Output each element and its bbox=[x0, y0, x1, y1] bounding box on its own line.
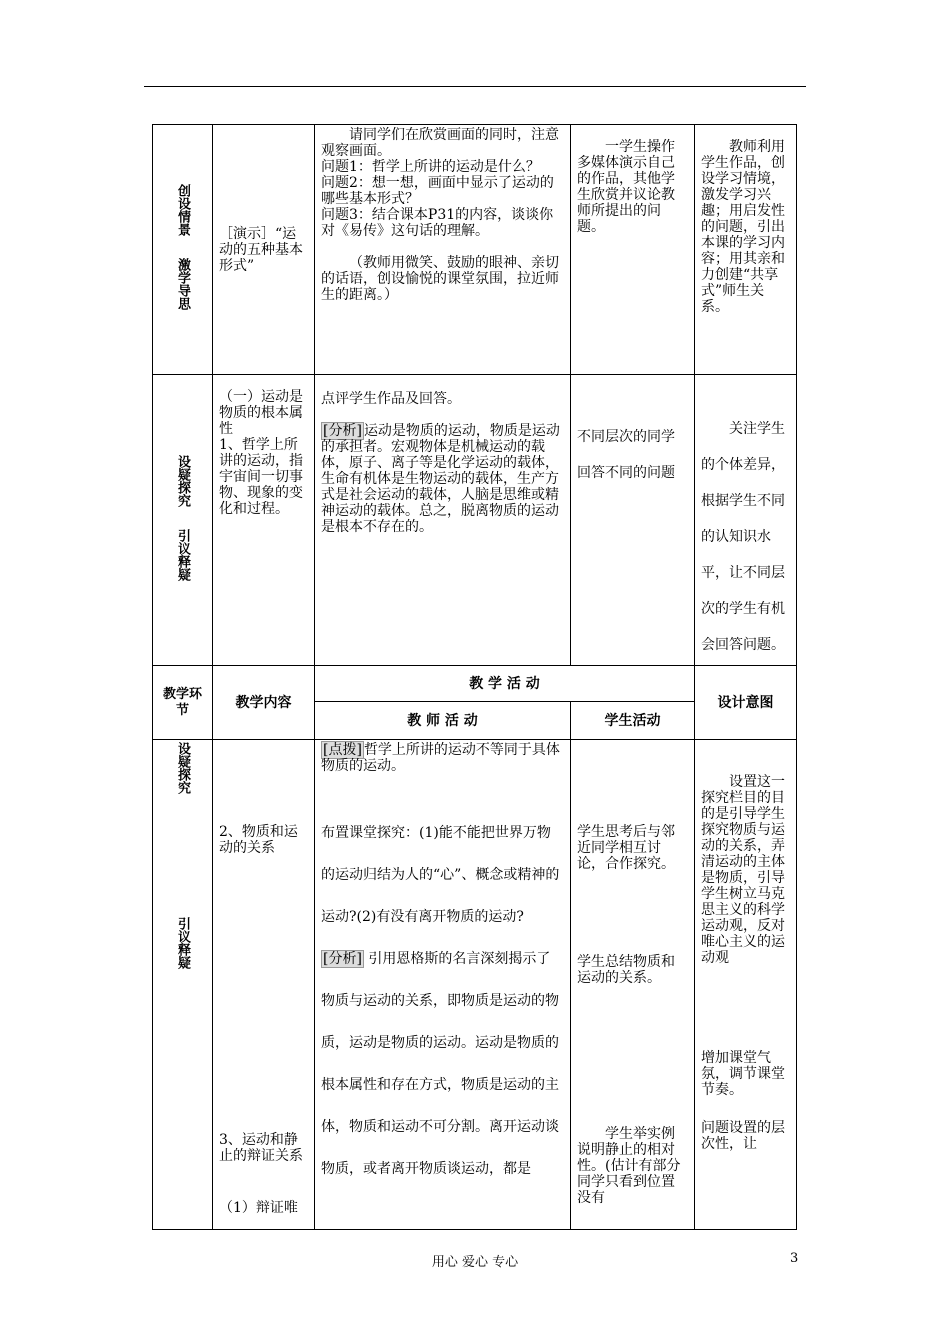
phase-cell bbox=[153, 375, 213, 666]
design-text-2: 增加课堂气氛，调节课堂节奏。 bbox=[701, 1050, 785, 1098]
hint-tag: [点拨] bbox=[323, 742, 362, 758]
content-text: （一）运动是物质的根本属性 1、哲学上所讲的运动，指宇宙间一切事物、现象的变化和过程。 bbox=[219, 389, 303, 517]
page-number: 3 bbox=[790, 1251, 799, 1266]
analysis-tag: [分析] bbox=[323, 951, 362, 967]
header-design: 设计意图 bbox=[695, 666, 797, 740]
student-text: 一学生操作多媒体演示自己的作品，其他学生欣赏并议论教师所提出的问题。 bbox=[577, 139, 675, 235]
content-cell bbox=[213, 125, 315, 375]
design-text-3: 问题设置的层次性，让 bbox=[701, 1120, 785, 1152]
phase-label-b: 激学导思 bbox=[175, 258, 190, 310]
lesson-plan-table bbox=[152, 124, 797, 1230]
question-1: 问题1：哲学上所讲的运动是什么？ bbox=[321, 159, 540, 175]
phase-label-b: 引议释疑 bbox=[175, 917, 190, 969]
phase-cell bbox=[153, 740, 213, 1230]
analysis-text: 引用恩格斯的名言深刻揭示了物质与运动的关系，即物质是运动的物质，运动是物质的运动。运动是物质的根本属性和存在方式，物质是运动的主体，物质和运动不可分割。离开运动谈物质，或者离开物质谈运动，都是 bbox=[321, 951, 559, 1177]
analysis-text: 运动是物质的运动，物质是运动的承担者。宏观物体是机械运动的载体，原子、离子等是化学运动的载体，生命有机体是生物运动的载体，生产方式是社会运动的载体，人脑是思维或精神运动的载体。总之，脱离物质的运动是根本不存在的。 bbox=[321, 423, 560, 535]
teacher-cell bbox=[315, 125, 571, 375]
question-2: 问题2：想一想，画面中显示了运动的哪些基本形式？ bbox=[321, 175, 554, 207]
teacher-cell bbox=[315, 375, 571, 666]
teacher-comment: 点评学生作品及回答。 bbox=[321, 391, 461, 407]
header-activity: 教 学 活 动 bbox=[315, 666, 695, 702]
phase-label-a: 设疑探究 bbox=[175, 454, 190, 507]
content-item-3-1: （1）辩证唯 bbox=[219, 1200, 298, 1216]
design-cell bbox=[695, 740, 797, 1230]
student-cell bbox=[571, 740, 695, 1230]
teacher-cell bbox=[315, 740, 571, 1230]
student-cell bbox=[571, 375, 695, 666]
inquiry-text: 布置课堂探究：(1)能不能把世界万物的运动归结为人的“心”、概念或精神的运动?(2)有没有离开物质的运动? bbox=[321, 825, 560, 925]
header-phase: 教学环节 bbox=[153, 666, 213, 740]
header-row-1 bbox=[153, 666, 797, 702]
student-text-1: 学生思考后与邻近同学相互讨论，合作探究。 bbox=[577, 824, 675, 872]
row-inquiry-2 bbox=[153, 740, 797, 1230]
header-content: 教学内容 bbox=[213, 666, 315, 740]
page-footer: 用心 爱心 专心 bbox=[431, 1255, 519, 1270]
design-text: 教师利用学生作品，创设学习情境，激发学习兴趣；用启发性的问题，引出本课的学习内容；用其亲和力创建“共享式”师生关系。 bbox=[701, 139, 785, 315]
row-create-scene bbox=[153, 125, 797, 375]
design-text-1: 设置这一探究栏目的目的是引导学生探究物质与运动的关系，弄清运动的主体是物质，引导学生树立马克思主义的科学运动观，反对唯心主义的运动观 bbox=[701, 774, 785, 966]
phase-label-b: 引议释疑 bbox=[175, 528, 190, 581]
phase-label-a: 创设情景 bbox=[175, 184, 190, 236]
design-cell bbox=[695, 125, 797, 375]
header-student: 学生活动 bbox=[571, 702, 695, 740]
student-text: 不同层次的同学回答不同的问题 bbox=[577, 429, 675, 481]
content-cell bbox=[213, 375, 315, 666]
content-item-2: 2、物质和运动的关系 bbox=[219, 824, 298, 856]
phase-cell bbox=[153, 125, 213, 375]
design-cell bbox=[695, 375, 797, 666]
analysis-tag: [分析] bbox=[323, 423, 362, 439]
teacher-note: （教师用微笑、鼓励的眼神、亲切的话语，创设愉悦的课堂氛围，拉近师生的距离。） bbox=[321, 255, 559, 303]
phase-label-a: 设疑探究 bbox=[175, 742, 190, 794]
content-item-3: 3、运动和静止的辩证关系 bbox=[219, 1132, 303, 1164]
design-text: 关注学生的个体差异，根据学生不同的认知识水平，让不同层次的学生有机会回答问题。 bbox=[701, 421, 785, 653]
row-inquiry-1 bbox=[153, 375, 797, 666]
student-text-2: 学生总结物质和运动的关系。 bbox=[577, 954, 675, 986]
header-teacher: 教 师 活 动 bbox=[315, 702, 571, 740]
teacher-intro: 请同学们在欣赏画面的同时，注意观察画面。 bbox=[321, 127, 559, 159]
content-text: ［演示］“运动的五种基本形式” bbox=[219, 225, 303, 274]
header-rule bbox=[144, 86, 806, 87]
student-cell bbox=[571, 125, 695, 375]
hint-text: 哲学上所讲的运动不等同于具体物质的运动。 bbox=[321, 742, 560, 774]
question-3: 问题3：结合课本P31的内容，谈谈你对《易传》这句话的理解。 bbox=[321, 207, 554, 239]
student-text-3: 学生举实例说明静止的相对性。(估计有部分同学只看到位置没有 bbox=[577, 1126, 681, 1206]
content-cell bbox=[213, 740, 315, 1230]
